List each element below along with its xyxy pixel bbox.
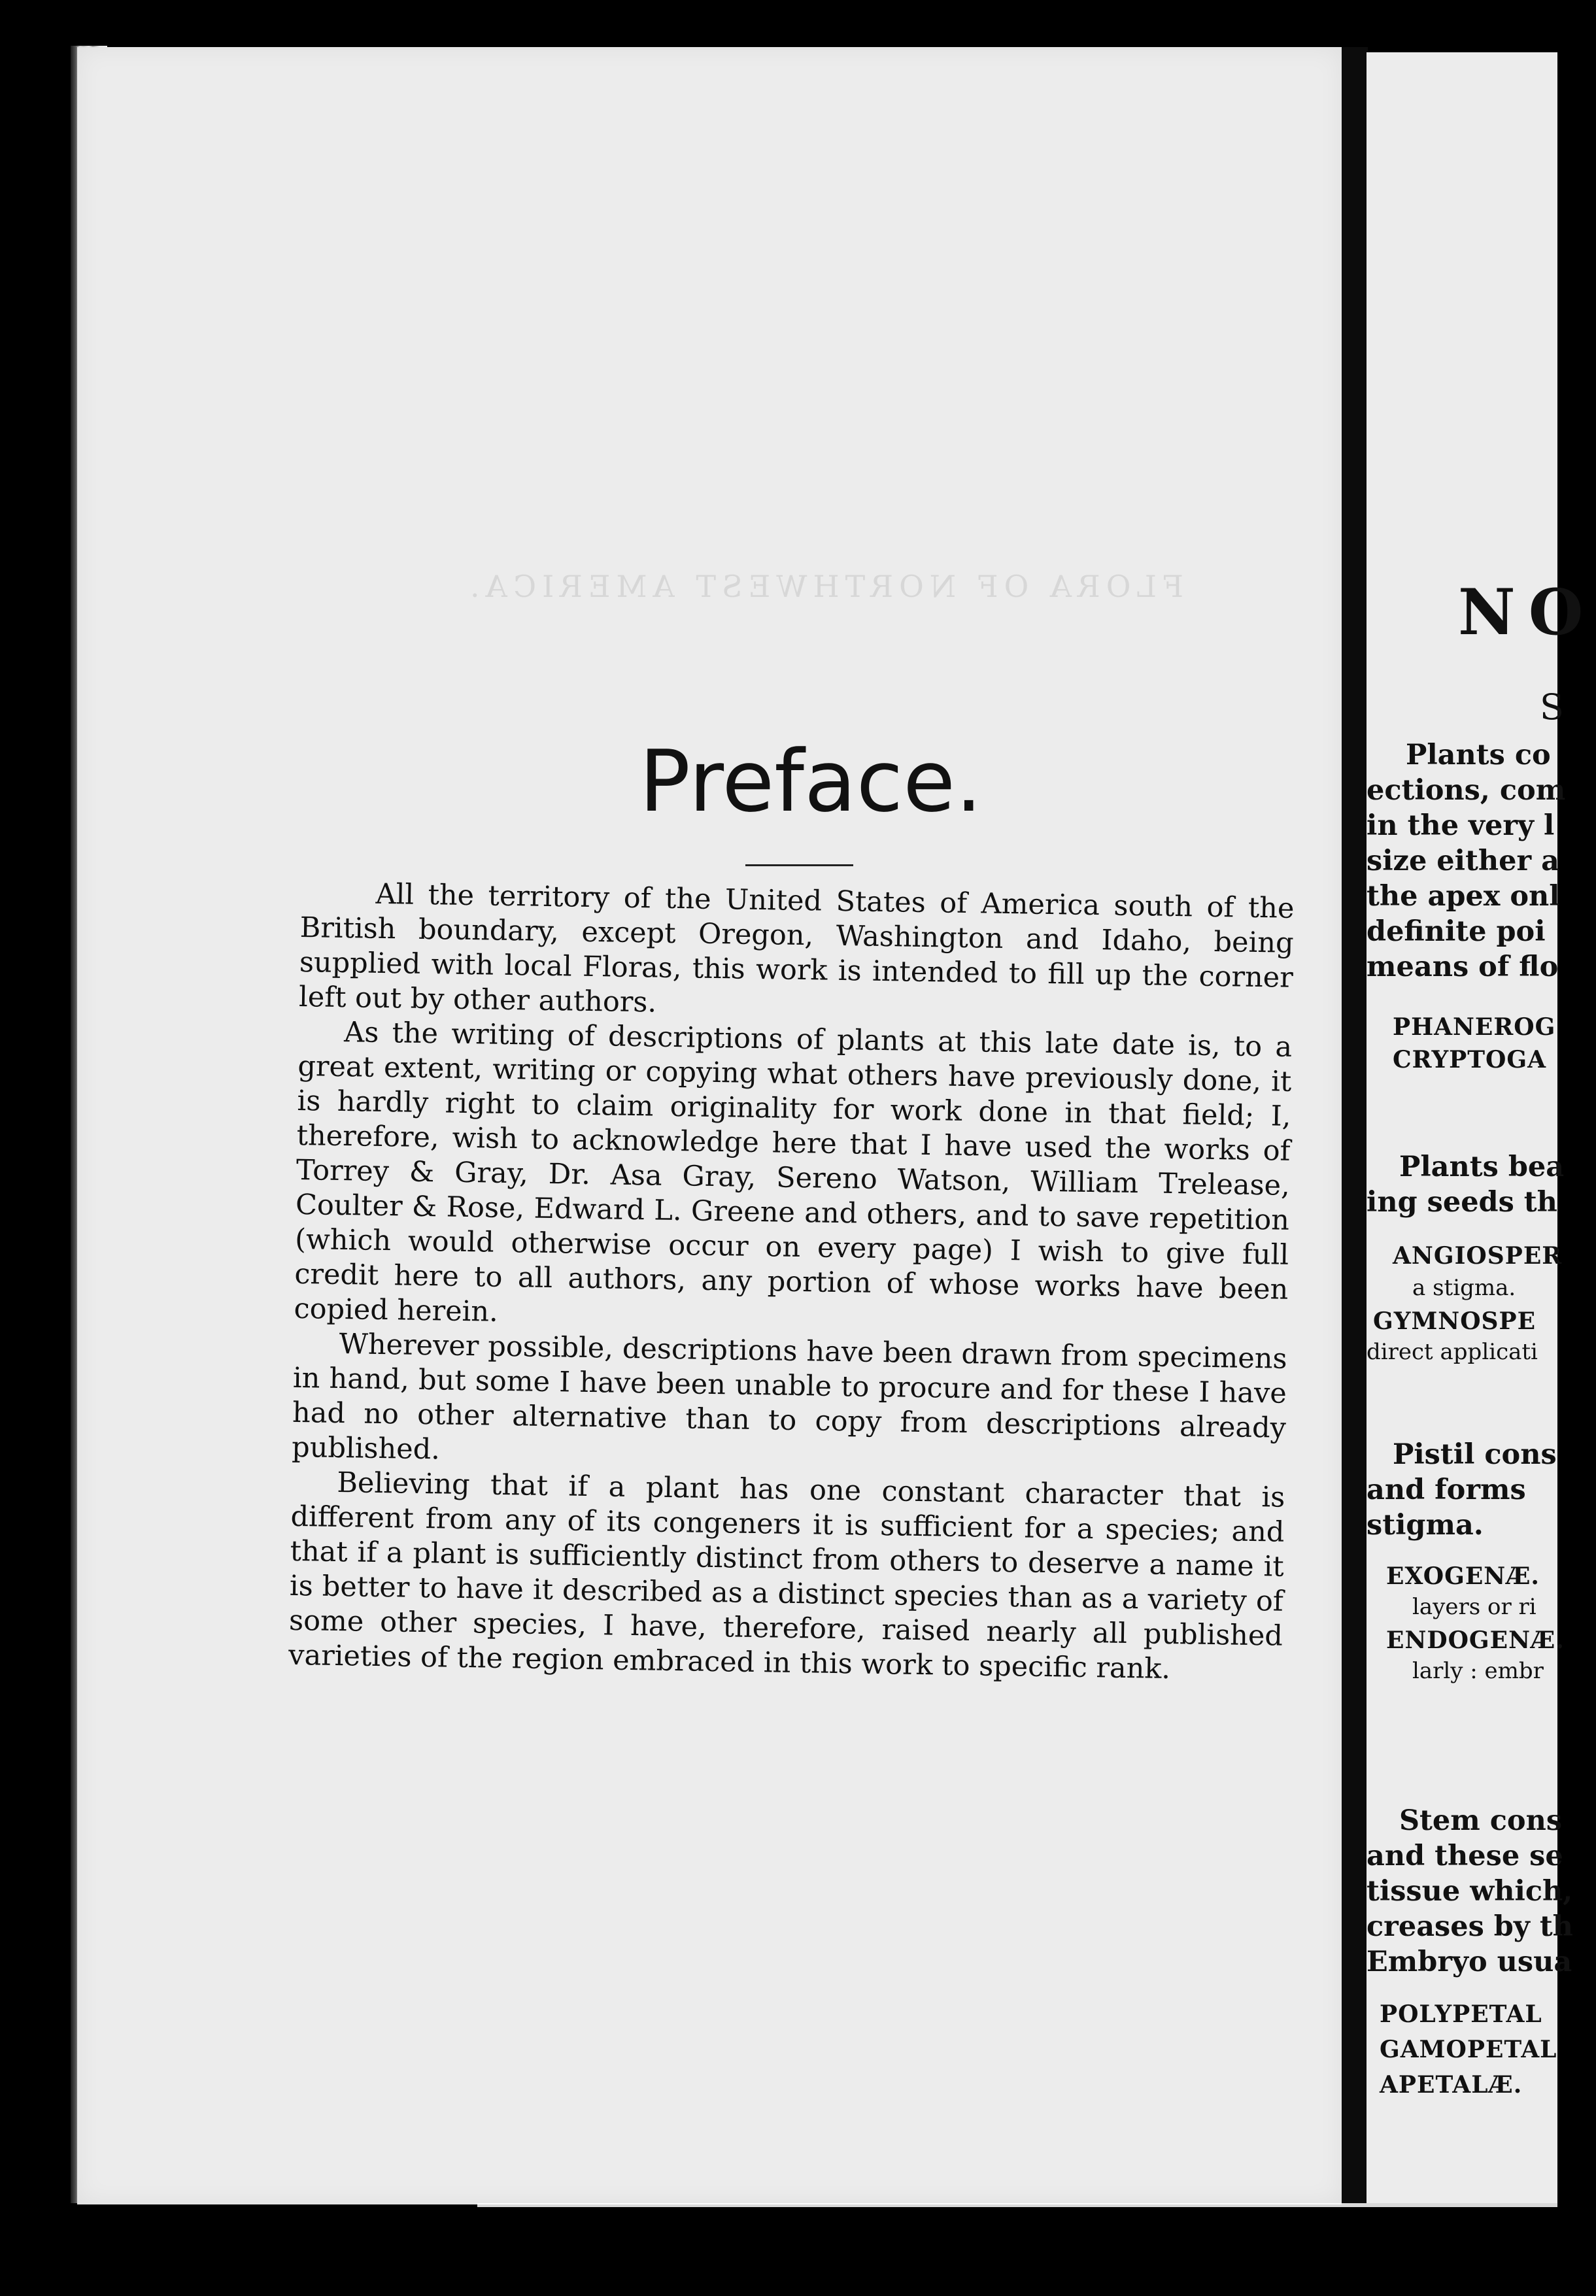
preface-paragraph: Wherever possible, descriptions have been drawn from specimens in hand, but some I have been unable to procure and for these I have had no other alternative than to copy from descriptions already published. xyxy=(291,1328,1287,1466)
right-page-caps: ANGIOSPER xyxy=(1393,1242,1563,1270)
right-page-heading: NO xyxy=(1458,575,1596,649)
right-page-line: definite poi xyxy=(1367,915,1546,948)
right-page-line: Plants co xyxy=(1406,739,1551,771)
page-title: Preface. xyxy=(639,732,983,831)
preface-paragraph: All the territory of the United States of America south of the British boundary, except Oregon, Washington and Idaho, being supplied with local Floras, this work is intended to fill up the corner left out by other authors. xyxy=(298,877,1295,1019)
right-page-caps: GAMOPETAL xyxy=(1380,2036,1557,2063)
right-page-caps: GYMNOSPE xyxy=(1373,1308,1537,1335)
scan-bottom-rule xyxy=(477,2203,1557,2207)
right-page-line: the apex onl xyxy=(1367,880,1560,913)
right-page-line: means of flo xyxy=(1367,951,1559,983)
title-underline xyxy=(745,864,853,866)
right-page-line: in the very l xyxy=(1367,809,1555,842)
page-gutter xyxy=(1342,47,1368,2204)
right-page-line: stigma. xyxy=(1367,1509,1484,1542)
right-page-caps: ENDOGENÆ. xyxy=(1386,1627,1565,1654)
right-page-line: Plants bea xyxy=(1399,1151,1565,1183)
bleed-through-title: FLORA OF NORTHWEST AMERICA. xyxy=(464,569,1183,604)
right-page-line: tissue which, xyxy=(1367,1875,1573,1908)
right-page-caps: PHANEROG xyxy=(1393,1013,1556,1041)
preface-body xyxy=(288,876,1295,1689)
preface-paragraph: Believing that if a plant has one constant character that is different from any of its congeners it is sufficient for a species; and that if a plant is sufficiently distinct from others to deserve a name it is better to have it described as a distinct species than as a variety of some other species, I have, therefore, raised nearly all published varieties of the region embraced in this work to specific rank. xyxy=(288,1466,1285,1686)
right-page-line: Pistil cons xyxy=(1393,1438,1557,1471)
right-page-line: ing seeds th xyxy=(1367,1186,1557,1219)
right-page-line: ections, com xyxy=(1367,774,1566,807)
right-page-small: layers or ri xyxy=(1412,1594,1537,1620)
preface-paragraph: As the writing of descriptions of plants at this late date is, to a great extent, writing or copying what others have previously done, it is hardly right to claim originality for work done in that field; I, therefore, wish to acknowledge here that I have used the works of Torrey & Gray, Dr. Asa Gray, Sereno Watson, William Trelease, Coulter & Rose, Edward L. Greene and others, and to save repetition (which would otherwise occur on every page) I wish to give full credit here to all authors, any portion of whose works have been copied herein. xyxy=(294,1016,1293,1328)
right-page-line: and forms xyxy=(1367,1474,1526,1506)
right-page-caps: APETALÆ. xyxy=(1380,2071,1523,2099)
right-page-line: Embryo usua xyxy=(1367,1946,1572,1978)
right-page-caps: CRYPTOGA xyxy=(1393,1046,1547,1073)
right-page-caps: EXOGENÆ. xyxy=(1386,1562,1540,1590)
right-page-small: direct applicati xyxy=(1367,1339,1538,1365)
right-page xyxy=(1367,52,1596,2203)
right-page-small: a stigma. xyxy=(1412,1275,1516,1301)
right-page-line: creases by th xyxy=(1367,1910,1573,1943)
right-page-line: Stem cons xyxy=(1399,1804,1563,1837)
right-page-line: and these se xyxy=(1367,1840,1563,1872)
right-page-line: size either a xyxy=(1367,845,1559,877)
right-page-caps: POLYPETAL xyxy=(1380,2001,1542,2028)
right-page-small: larly : embr xyxy=(1412,1658,1544,1684)
right-page-subheading: S xyxy=(1540,686,1564,728)
